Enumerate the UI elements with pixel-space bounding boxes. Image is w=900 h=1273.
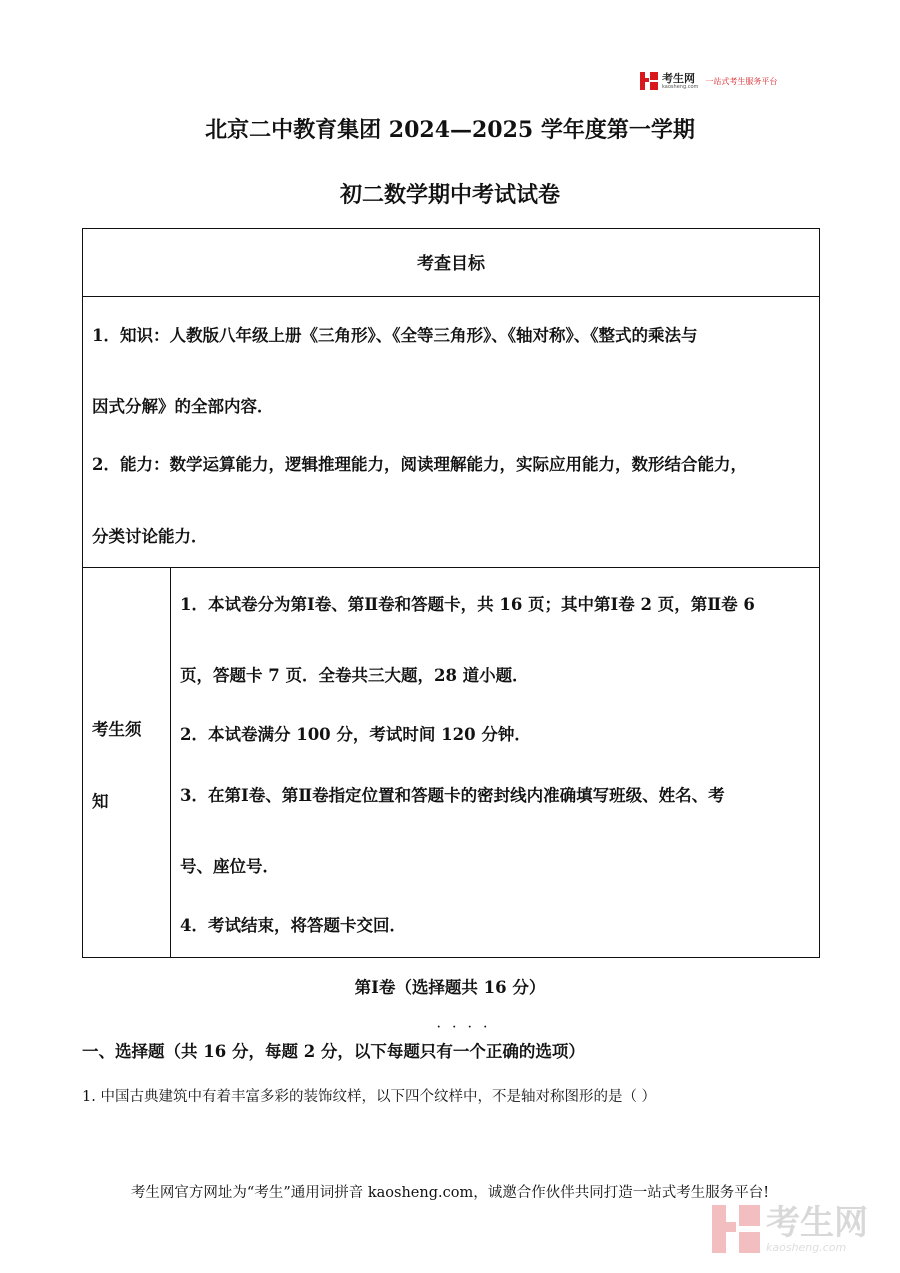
question-1: 1. 中国古典建筑中有着丰富多彩的装饰纹样，以下四个纹样中，不是轴对称图形的是（ ）	[82, 1089, 657, 1105]
table-divider	[83, 567, 819, 568]
table-column-divider	[170, 567, 171, 957]
exam-title-line1: 北京二中教育集团 2024—2025 学年度第一学期	[205, 117, 695, 143]
exam-title-line2: 初二数学期中考试试卷	[339, 182, 560, 208]
objective-line: 1．知识：人教版八年级上册《三角形》、《全等三角形》、《轴对称》、《整式的乘法与	[92, 326, 698, 345]
watermark	[712, 1202, 868, 1254]
kaosheng-logo-icon	[640, 72, 658, 90]
notice-line: 3．在第Ⅰ卷、第Ⅱ卷指定位置和答题卡的密封线内准确填写班级、姓名、考	[180, 786, 725, 805]
notice-line: 1．本试卷分为第Ⅰ卷、第Ⅱ卷和答题卡，共 16 页；其中第Ⅰ卷 2 页，第Ⅱ卷 6	[180, 595, 755, 614]
notice-line: 号、座位号．	[180, 857, 279, 876]
brand-logo	[640, 72, 777, 90]
notice-line: 页，答题卡 7 页．全卷共三大题，28 道小题．	[180, 666, 529, 685]
logo-slogan: 一站式考生服务平台	[705, 76, 778, 86]
emphasis-dots: ····	[437, 1022, 499, 1033]
objective-line: 分类讨论能力．	[92, 527, 208, 546]
objective-line: 2．能力：数学运算能力，逻辑推理能力，阅读理解能力，实际应用能力，数形结合能力，	[92, 455, 747, 474]
notice-line: 4．考试结束，将答题卡交回．	[180, 916, 406, 935]
notice-label: 考生须	[92, 720, 142, 739]
logo-url: kaosheng.com	[662, 83, 699, 90]
watermark-url: kaosheng.com	[766, 1240, 847, 1254]
exam-info-table	[82, 228, 820, 958]
logo-name: 考生网	[662, 71, 695, 85]
section-heading: 一、选择题（共 16 分，每题 2 分，以下每题只有一个正确的选项）	[82, 1042, 585, 1061]
table-divider	[83, 296, 819, 297]
objectives-heading: 考查目标	[417, 254, 485, 274]
notice-line: 2．本试卷满分 100 分，考试时间 120 分钟．	[180, 725, 531, 744]
footer-note: 考生网官方网址为“考生”通用词拼音 kaosheng.com，诚邀合作伙伴共同打造一站式考生服务平台!	[130, 1185, 770, 1201]
notice-label: 知	[92, 792, 109, 811]
watermark-logo-icon	[712, 1205, 760, 1253]
objective-line: 因式分解》的全部内容．	[92, 397, 274, 416]
watermark-name: 考生网	[766, 1202, 868, 1243]
part1-title: 第Ⅰ卷（选择题共 16 分）	[354, 978, 546, 997]
